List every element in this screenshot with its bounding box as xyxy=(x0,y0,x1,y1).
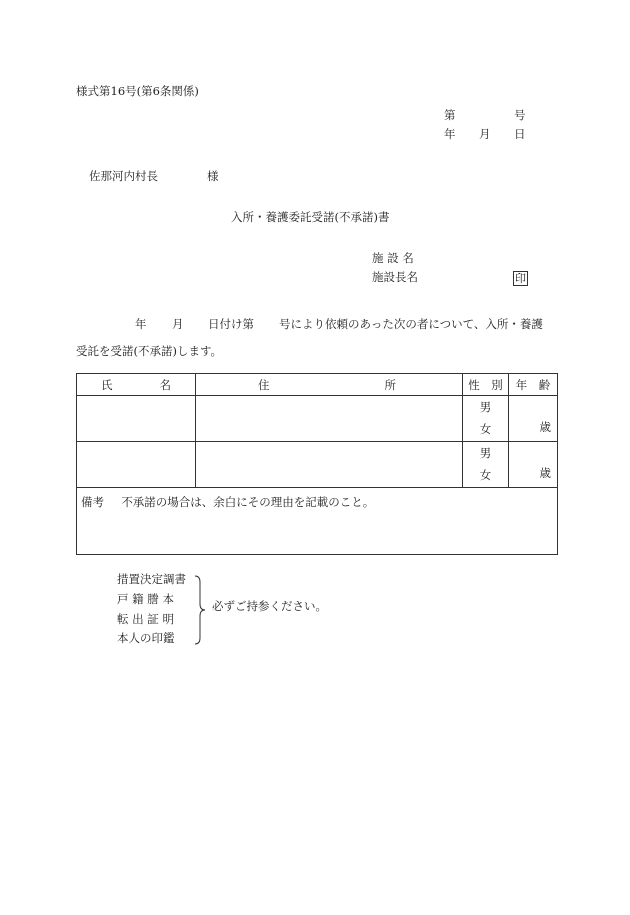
seal-mark xyxy=(513,271,528,286)
ref-number-suffix: 号 xyxy=(514,108,526,122)
remarks-label: 備考 xyxy=(81,495,104,509)
name-cell[interactable] xyxy=(77,442,196,488)
remarks-text: 不承諾の場合は、余白にその理由を記載のこと。 xyxy=(121,495,375,509)
documents-note: 必ずご持参ください。 xyxy=(212,599,327,613)
header-sex xyxy=(463,374,509,396)
sex-female: 女 xyxy=(479,468,492,482)
ref-number-prefix: 第 xyxy=(444,108,456,122)
header-name-b: 名 xyxy=(159,377,171,392)
doc-item: 転 出 証 明 xyxy=(117,612,174,626)
sex-cell[interactable] xyxy=(463,396,509,442)
header-address xyxy=(196,374,463,396)
document-title: 入所・養護委託受諾(不承諾)書 xyxy=(231,210,390,224)
header-name xyxy=(77,374,196,396)
seal-text: 印 xyxy=(515,272,526,285)
ref-day: 日 xyxy=(514,127,526,141)
doc-item: 措置決定調書 xyxy=(117,572,186,586)
addressee-honorific: 様 xyxy=(207,169,219,183)
table-row xyxy=(77,442,558,488)
header-addr-a: 住 xyxy=(258,377,270,392)
remarks-row xyxy=(77,488,558,555)
age-unit: 歳 xyxy=(539,466,551,480)
body-year: 年 xyxy=(135,317,147,331)
address-cell[interactable] xyxy=(196,442,463,488)
remarks-cell[interactable] xyxy=(77,488,558,555)
age-cell[interactable] xyxy=(509,442,558,488)
right-brace-icon xyxy=(193,574,207,646)
facility-name-label: 施 設 名 xyxy=(372,251,414,265)
table-header-row xyxy=(77,374,558,396)
ref-year: 年 xyxy=(444,127,456,141)
sex-male: 男 xyxy=(479,446,492,460)
addressee-name: 佐那河内村長 xyxy=(89,169,158,183)
name-cell[interactable] xyxy=(77,396,196,442)
table-row xyxy=(77,396,558,442)
applicant-table xyxy=(76,373,558,555)
sex-male: 男 xyxy=(479,400,492,414)
address-cell[interactable] xyxy=(196,396,463,442)
ref-month: 月 xyxy=(479,127,491,141)
form-id: 様式第16号(第6条関係) xyxy=(76,84,199,98)
age-unit: 歳 xyxy=(539,420,551,434)
body-date-ref: 日付け第 xyxy=(208,317,254,331)
body-request-text: 号により依頼のあった次の者について、入所・養護 xyxy=(279,317,543,331)
body-line2: 受託を受諾(不承諾)します。 xyxy=(76,344,223,358)
header-age xyxy=(509,374,558,396)
sex-female: 女 xyxy=(479,422,492,436)
header-sex-label: 性 別 xyxy=(468,377,503,392)
doc-item: 戸 籍 謄 本 xyxy=(117,592,174,606)
header-name-a: 氏 xyxy=(101,377,113,392)
doc-item: 本人の印鑑 xyxy=(117,631,175,645)
body-month: 月 xyxy=(172,317,184,331)
facility-head-label: 施設長名 xyxy=(372,270,418,284)
header-age-label: 年 齢 xyxy=(515,377,551,392)
header-addr-b: 所 xyxy=(384,377,396,392)
age-cell[interactable] xyxy=(509,396,558,442)
sex-cell[interactable] xyxy=(463,442,509,488)
